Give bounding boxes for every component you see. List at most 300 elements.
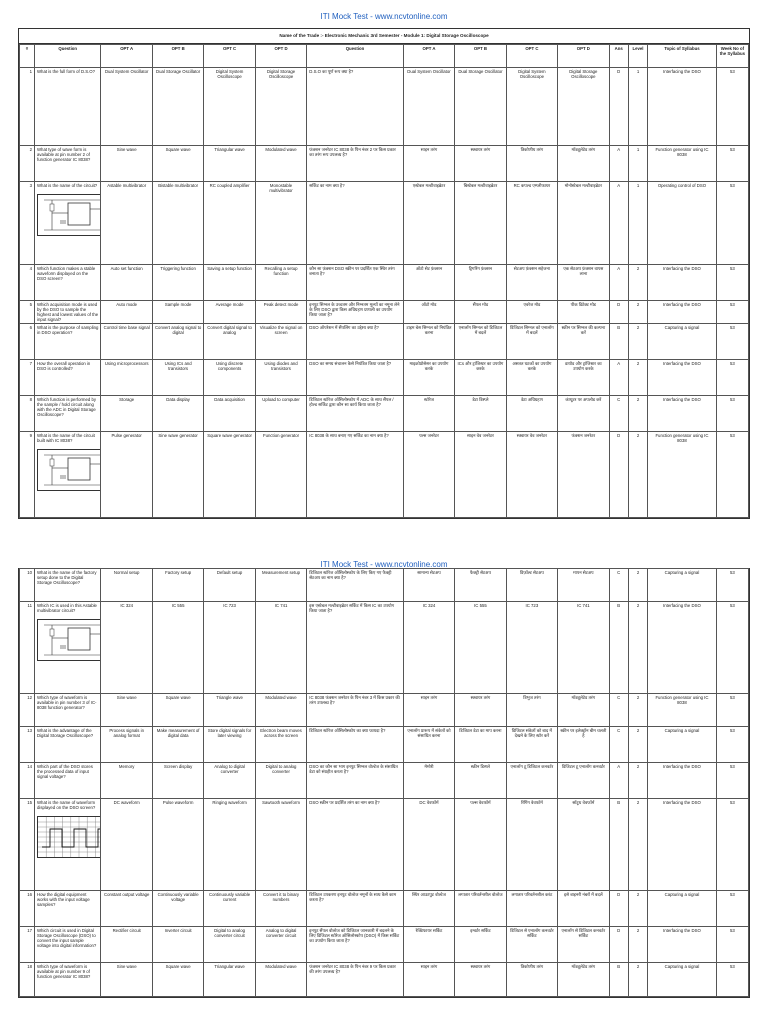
cell-lvl (628, 265, 647, 301)
question-text: Which IC is used in this Astable multivibrator circuit? (37, 603, 97, 613)
cell-d (255, 360, 306, 396)
cell-lvl (628, 569, 647, 602)
cell-text: Function generator using IC 8038 (655, 147, 709, 157)
cell-text: DSO स्क्रीन पर प्रदर्शित तरंग का नाम क्या है? (309, 800, 380, 805)
cell-text: साइन तरंग (420, 147, 438, 152)
cell-topic (648, 727, 717, 763)
cell-q (35, 324, 101, 360)
cell-hq (307, 569, 403, 602)
cell-text: 1 (636, 69, 640, 74)
cell-text: मॉड्यूलेटेड तरंग (571, 147, 596, 152)
cell-text: 53 (729, 325, 735, 330)
cell-text: सैंपल मोड (472, 302, 489, 307)
cell-text: फंक्शन जनरेटर IC 8038 के पिन नंबर 9 पर किस प्रकार की तरंग उपलब्ध है? (309, 964, 396, 974)
cell-no (20, 727, 35, 763)
cell-text: पल्स वेवफॉर्म (470, 800, 491, 805)
cell-ha (403, 963, 454, 997)
cell-b (152, 360, 203, 396)
cell-text: Sine wave (116, 695, 137, 700)
column-header: Topic of Syllabus (648, 45, 717, 68)
cell-topic (648, 763, 717, 799)
cell-week (716, 694, 748, 727)
question-number: 12 (27, 695, 32, 700)
cell-text: Interfacing the DSO (663, 603, 701, 608)
cell-hb (455, 396, 506, 432)
cell-hc (506, 799, 557, 891)
cell-text: RC coupled amplifier (209, 183, 250, 188)
cell-a (101, 68, 152, 146)
cell-hb (455, 727, 506, 763)
cell-text: रेक्टिफायर सर्किट (415, 928, 443, 933)
cell-hq (307, 432, 403, 518)
table-row (20, 265, 749, 301)
cell-no (20, 963, 35, 997)
cell-text: इसे बाइनरी नंबरों में बदलें (564, 892, 603, 897)
cell-a (101, 360, 152, 396)
cell-text: 53 (729, 570, 735, 575)
cell-text: Sawtooth waveform (262, 800, 300, 805)
cell-d (255, 727, 306, 763)
cell-b (152, 694, 203, 727)
cell-text: Square wave (165, 147, 191, 152)
page-header-1: ITI Mock Test - www.ncvtonline.com (320, 12, 448, 21)
cell-text: डिजिटल उपकरण इनपुट वोल्टेज नमूनों के साथ कैसे काम करता है? (309, 892, 397, 902)
cell-text: DSO का समग्र संचालन कैसे नियंत्रित किया जाता है? (309, 361, 392, 366)
cell-text: B (617, 964, 621, 969)
cell-text: Convert analog signal to digital (154, 325, 202, 335)
cell-ha (403, 891, 454, 927)
cell-text: IC 741 (577, 603, 590, 608)
cell-text: A (617, 361, 621, 366)
cell-hb (455, 265, 506, 301)
cell-q (35, 963, 101, 997)
cell-ans (609, 694, 628, 727)
cell-text: Factory setup (165, 570, 192, 575)
cell-text: Dual Storage Oscillator (156, 69, 201, 74)
cell-ha (403, 727, 454, 763)
cell-text: Normal setup (113, 570, 140, 575)
cell-text: Triangle wave (216, 695, 243, 700)
question-number: 7 (29, 361, 32, 366)
cell-text: साइन वेव जनरेटर (466, 433, 494, 438)
cell-text: Dual Storage Oscillator (458, 69, 503, 74)
cell-c (204, 146, 255, 182)
cell-week (716, 927, 748, 963)
cell-text: Measurement setup (262, 570, 301, 575)
cell-hc (506, 146, 557, 182)
cell-hd (558, 182, 609, 265)
cell-q (35, 891, 101, 927)
cell-text: 1 (636, 147, 640, 152)
cell-text: एनालॉग प्रारूप में संकेतों को संसाधित करना (407, 728, 451, 738)
cell-lvl (628, 432, 647, 518)
cell-text: 53 (729, 964, 735, 969)
cell-text: 2 (636, 892, 640, 897)
cell-text: Operating control of DSO (657, 183, 707, 188)
cell-hb (455, 360, 506, 396)
cell-text: पल्स जनरेटर (419, 433, 439, 438)
cell-text: इस एस्टेबल मल्टीवाइब्रेटर सर्किट में किस IC का उपयोग किया जाता है? (309, 603, 395, 613)
cell-text: Analog to digital converter (214, 764, 245, 774)
cell-text: पीक डिटेक्ट मोड (570, 302, 596, 307)
cell-text: Electron beam moves across the screen (260, 728, 302, 738)
cell-q (35, 763, 101, 799)
column-header: Level (628, 45, 647, 68)
cell-week (716, 799, 748, 891)
cell-ans (609, 727, 628, 763)
question-number: 8 (29, 397, 32, 402)
cell-text: Upload to computer (262, 397, 300, 402)
cell-text: Average mode (215, 302, 244, 307)
cell-d (255, 301, 306, 324)
circuit-diagram-figure (37, 449, 101, 491)
cell-no (20, 891, 35, 927)
table-row (20, 694, 749, 727)
question-text: Which function makes a stable waveform displayed on the DSO screen? (37, 266, 96, 281)
cell-text: D (617, 928, 621, 933)
cell-text: IC 723 (525, 603, 539, 608)
cell-ans (609, 324, 628, 360)
cell-c (204, 68, 255, 146)
cell-text: ICs और ट्रांजिस्टर का उपयोग करके (457, 361, 504, 371)
cell-text: 53 (729, 892, 735, 897)
cell-text: त्रिकोणीय तरंग (520, 964, 544, 969)
cell-text: Capturing a signal (664, 570, 700, 575)
cell-text: 2 (636, 433, 640, 438)
cell-d (255, 68, 306, 146)
cell-q (35, 799, 101, 891)
cell-topic (648, 68, 717, 146)
cell-topic (648, 432, 717, 518)
cell-text: 53 (729, 800, 735, 805)
cell-text: Sample mode (164, 302, 192, 307)
column-header: # (20, 45, 35, 68)
question-text: What type of wave form is available at pin number 2 of function generator IC 8038? (37, 147, 91, 162)
cell-c (204, 963, 255, 997)
cell-d (255, 265, 306, 301)
cell-no (20, 182, 35, 265)
cell-text: Digital Storage Oscilloscope (569, 69, 598, 79)
cell-c (204, 763, 255, 799)
cell-ans (609, 265, 628, 301)
cell-text: Sine wave (116, 964, 137, 969)
question-number: 15 (27, 800, 32, 805)
question-number: 5 (29, 302, 32, 307)
question-number: 4 (29, 266, 32, 271)
cell-text: RC कपल्ड एम्प्लीफायर (513, 183, 551, 188)
cell-text: 2 (636, 764, 640, 769)
cell-text: मेमोरी (424, 764, 434, 769)
cell-hq (307, 396, 403, 432)
cell-text: Peak detect mode (263, 302, 299, 307)
cell-text: मॉड्यूलेटेड तरंग (571, 964, 596, 969)
cell-b (152, 301, 203, 324)
cell-text: C (617, 728, 621, 733)
column-header: OPT B (455, 45, 506, 68)
table-row (20, 324, 749, 360)
column-header: Question (307, 45, 403, 68)
cell-text: Sine wave (116, 147, 137, 152)
cell-text: D (617, 302, 621, 307)
table-row (20, 763, 749, 799)
cell-q (35, 569, 101, 602)
cell-ha (403, 146, 454, 182)
cell-topic (648, 360, 717, 396)
cell-d (255, 963, 306, 997)
cell-c (204, 324, 255, 360)
cell-text: रिंगिंग वेवफॉर्म (520, 800, 543, 805)
cell-text: C (617, 695, 621, 700)
cell-text: स्टोरेज (424, 397, 434, 402)
cell-c (204, 694, 255, 727)
cell-no (20, 569, 35, 602)
cell-text: कौन सा फ़ंक्शन DSO स्क्रीन पर प्रदर्शित एक स्थिर तरंग बनाता है? (309, 266, 395, 276)
table-row (20, 68, 749, 146)
cell-text: D.S.O का पूर्ण रूप क्या है? (309, 69, 354, 74)
cell-hb (455, 927, 506, 963)
cell-text: Triggering function (160, 266, 196, 271)
table-row (20, 301, 749, 324)
cell-b (152, 324, 203, 360)
table-row (20, 891, 749, 927)
cell-d (255, 146, 306, 182)
cell-text: 2 (636, 361, 640, 366)
cell-q (35, 265, 101, 301)
cell-hd (558, 927, 609, 963)
cell-b (152, 963, 203, 997)
cell-no (20, 146, 35, 182)
cell-no (20, 68, 35, 146)
question-number: 10 (27, 570, 32, 575)
cell-week (716, 763, 748, 799)
cell-text: इन्वर्टर सर्किट (470, 928, 491, 933)
cell-hq (307, 602, 403, 694)
question-text: Which function is performed by the sample / hold circuit along with the ADC in Digital Storage Oscilloscope? (37, 397, 96, 417)
cell-hc (506, 602, 557, 694)
cell-hc (506, 727, 557, 763)
cell-a (101, 891, 152, 927)
cell-no (20, 432, 35, 518)
cell-text: Process signals in analog format (109, 728, 144, 738)
cell-hq (307, 265, 403, 301)
cell-b (152, 182, 203, 265)
cell-week (716, 891, 748, 927)
cell-text: 53 (729, 695, 735, 700)
cell-no (20, 265, 35, 301)
cell-hb (455, 324, 506, 360)
cell-week (716, 68, 748, 146)
cell-c (204, 891, 255, 927)
cell-text: Bistable multivibrator (158, 183, 199, 188)
cell-hb (455, 799, 506, 891)
cell-text: Interfacing the DSO (663, 397, 701, 402)
cell-q (35, 396, 101, 432)
cell-text: Interfacing the DSO (663, 69, 701, 74)
cell-text: Interfacing the DSO (663, 266, 701, 271)
cell-lvl (628, 799, 647, 891)
cell-a (101, 432, 152, 518)
cell-topic (648, 396, 717, 432)
cell-c (204, 396, 255, 432)
cell-a (101, 324, 152, 360)
cell-text: Capturing a signal (664, 892, 700, 897)
cell-d (255, 396, 306, 432)
cell-hd (558, 301, 609, 324)
cell-text: Interfacing the DSO (663, 302, 701, 307)
cell-ha (403, 694, 454, 727)
cell-text: एक सेटअप फ़ंक्शन वापस लाना (563, 266, 604, 276)
cell-text: डिजिटल स्टोरेज ऑसिलोस्कोप का क्या फायदा है? (309, 728, 386, 733)
cell-text: D (617, 433, 621, 438)
cell-text: 2 (636, 325, 640, 330)
cell-text: Analog to digital converter circuit (265, 928, 297, 938)
cell-no (20, 301, 35, 324)
cell-lvl (628, 301, 647, 324)
cell-no (20, 360, 35, 396)
question-text: How the overall operation in DSO is controlled? (37, 361, 91, 371)
cell-text: टाइम बेस सिग्नल को नियंत्रित करना (406, 325, 452, 335)
cell-text: 2 (636, 570, 640, 575)
cell-text: डिजिटल स्टोरेज ऑसिलोस्कोप में ADC के साथ सैंपल / होल्ड सर्किट द्वारा कौन सा कार्य किया जाता है? (309, 397, 394, 407)
question-number: 16 (27, 892, 32, 897)
cell-text: Capturing a signal (664, 325, 700, 330)
cell-ans (609, 360, 628, 396)
cell-ha (403, 432, 454, 518)
cell-ha (403, 602, 454, 694)
cell-text: स्क्वायर तरंग (470, 964, 491, 969)
cell-text: साइन तरंग (420, 695, 438, 700)
question-text: Which acquisition mode is used by the DSO to sample the highest and lowest values of the input signal? (37, 302, 99, 322)
cell-text: Using microprocessors (104, 361, 149, 366)
cell-text: Rectifier circuit (112, 928, 141, 933)
cell-text: DC वेवफॉर्म (419, 800, 439, 805)
cell-text: 1 (636, 183, 640, 188)
cell-text: Square wave (165, 964, 191, 969)
cell-b (152, 68, 203, 146)
cell-text: Control time base signal (103, 325, 150, 330)
cell-lvl (628, 396, 647, 432)
cell-no (20, 927, 35, 963)
cell-a (101, 799, 152, 891)
cell-text: फंक्शन जनरेटर (571, 433, 596, 438)
question-text: What is the name of the factory setup done to the Digital Storage Oscilloscope? (37, 570, 97, 585)
cell-text: 53 (729, 603, 735, 608)
question-number: 11 (27, 603, 32, 608)
cell-text: Capturing a signal (664, 728, 700, 733)
cell-text: स्क्वायर तरंग (470, 147, 491, 152)
cell-text: स्क्रीन पर सिग्नल की कल्पना करें (561, 325, 606, 335)
cell-text: A (617, 147, 621, 152)
cell-a (101, 727, 152, 763)
cell-q (35, 602, 101, 694)
cell-text: 53 (729, 147, 735, 152)
cell-q (35, 927, 101, 963)
cell-topic (648, 927, 717, 963)
cell-text: Modulated wave (265, 964, 297, 969)
cell-q (35, 694, 101, 727)
page-header-2: ITI Mock Test - www.ncvtonline.com (320, 560, 448, 569)
cell-text: डिजिटल से एनालॉग कनवर्टर सर्किट (510, 928, 554, 938)
cell-text: DC waveform (113, 800, 140, 805)
table-row (20, 727, 749, 763)
cell-text: इनपुट सैंपल वोल्टेज को डिजिटल जानकारी में बदलने के लिए डिजिटल स्टोरेज ऑसिलोस्कोप (DSO) में किस सर्किट का उपयोग किया जाता है? (309, 928, 400, 943)
cell-a (101, 763, 152, 799)
cell-hd (558, 360, 609, 396)
cell-week (716, 569, 748, 602)
cell-a (101, 602, 152, 694)
cell-d (255, 432, 306, 518)
cell-text: Auto set function (110, 266, 143, 271)
table-row (20, 146, 749, 182)
cell-a (101, 694, 152, 727)
cell-lvl (628, 727, 647, 763)
cell-text: मॉड्यूलेटेड तरंग (571, 695, 596, 700)
cell-no (20, 324, 35, 360)
question-text: How the digital equipment works with the input voltage samples? (37, 892, 90, 907)
cell-text: 53 (729, 183, 735, 188)
question-number: 2 (29, 147, 32, 152)
cell-text: Storage (119, 397, 135, 402)
cell-hc (506, 324, 557, 360)
column-header: OPT A (403, 45, 454, 68)
question-text: What is the name of waveform displayed on the DSO screen? (37, 800, 96, 810)
cell-lvl (628, 763, 647, 799)
cell-ans (609, 602, 628, 694)
cell-b (152, 146, 203, 182)
cell-hq (307, 799, 403, 891)
cell-text: 2 (636, 266, 640, 271)
cell-q (35, 301, 101, 324)
cell-text: Modulated wave (265, 695, 297, 700)
cell-text: 53 (729, 764, 735, 769)
cell-hb (455, 68, 506, 146)
cell-hc (506, 68, 557, 146)
cell-text: Interfacing the DSO (663, 361, 701, 366)
question-text: What is the purpose of sampling in DSO operation? (37, 325, 99, 335)
cell-hc (506, 569, 557, 602)
question-text: Which type of waveform is available at pin number 9 of function generator IC 8038? (37, 964, 91, 979)
question-text: What is the name of the circuit? (37, 183, 98, 188)
cell-text: स्क्वायर वेव जनरेटर (516, 433, 547, 438)
cell-text: ऑटो सेट फ़ंक्शन (415, 266, 443, 271)
cell-text: Store digital signals for later viewing (207, 728, 252, 738)
cell-d (255, 569, 306, 602)
cell-hq (307, 763, 403, 799)
cell-c (204, 432, 255, 518)
cell-hq (307, 963, 403, 997)
cell-hq (307, 182, 403, 265)
cell-hd (558, 727, 609, 763)
cell-hb (455, 146, 506, 182)
cell-ha (403, 763, 454, 799)
cell-text: Using ICs and transistors (164, 361, 192, 371)
cell-text: B (617, 325, 621, 330)
cell-topic (648, 799, 717, 891)
cell-lvl (628, 68, 647, 146)
circuit-diagram-figure (37, 194, 101, 236)
cell-hq (307, 694, 403, 727)
cell-ha (403, 182, 454, 265)
cell-text: 2 (636, 964, 640, 969)
cell-text: इनपुट सिग्नल के उच्चतम और निम्नतम मूल्यों का नमूना लेने के लिए DSO द्वारा किस अधिग्रहण प्रणाली का उपयोग किया जाता है? (309, 302, 400, 317)
cell-b (152, 727, 203, 763)
cell-text: C (617, 397, 621, 402)
cell-text: स्क्वायर तरंग (470, 695, 491, 700)
cell-q (35, 432, 101, 518)
cell-text: स्क्रीन पर इलेक्ट्रॉन बीम चलती है (560, 728, 607, 738)
cell-text: Make measurement of digital data (156, 728, 200, 738)
cell-text: कंप्यूटर पर अपलोड करें (565, 397, 602, 402)
